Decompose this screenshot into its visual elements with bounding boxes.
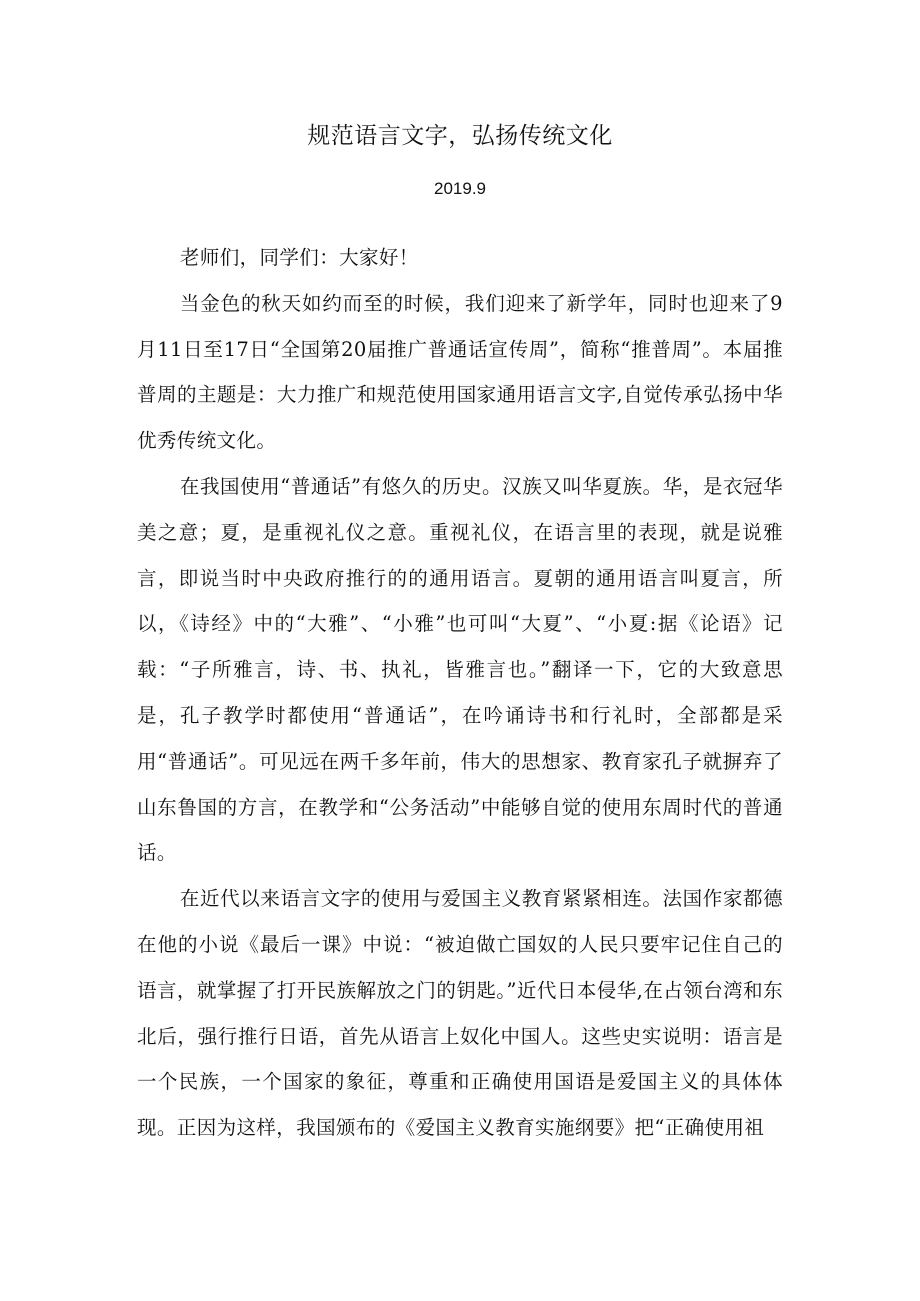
paragraph-greeting: 老师们，同学们：大家好！ [179,246,419,269]
document-body [137,235,783,1151]
paragraph-intro: 当金色的秋天如约而至的时候，我们迎来了新学年，同时也迎来了9月11日至17日“全国第20届推广普通话宣传周”，简称“推普周”。本届推普周的主题是：大力推广和规范使用国家通用语言文字,自觉传承弘扬中华优秀传统文化。 [137,291,783,453]
document-date: 2019.9 [434,179,486,198]
paragraph-modern: 在近代以来语言文字的使用与爱国主义教育紧紧相连。法国作家都德在他的小说《最后一课》中说：“被迫做亡国奴的人民只要牢记住自己的语言，就掌握了打开民族解放之门的钥匙。”近代日本侵华,在占领台湾和东北后，强行推行日语，首先从语言上奴化中国人。这些史实说明：语言是一个民族，一个国家的象征，尊重和正确使用国语是爱国主义的具体体现。正因为这样，我国颁布的《爱国主义教育实施纲要》把“正确使用祖 [137,887,783,1140]
paragraph-history: 在我国使用“普通话”有悠久的历史。汉族又叫华夏族。华，是衣冠华美之意；夏，是重视礼仪之意。重视礼仪，在语言里的表现，就是说雅言，即说当时中央政府推行的的通用语言。夏朝的通用语言叫夏言，所以，《诗经》中的“大雅”、“小雅”也可叫“大夏”、“小夏:据《论语》记载：“子所雅言，诗、书、执礼，皆雅言也。”翻译一下，它的大致意思是，孔子教学时都使用“普通话”，在吟诵诗书和行礼时，全部都是采用“普通话”。可见远在两千多年前，伟大的思想家、教育家孔子就摒弃了山东鲁国的方言，在教学和“公务活动”中能够自觉的使用东周时代的普通话。 [137,474,783,865]
document-title: 规范语言文字，弘扬传统文化 [307,123,613,149]
